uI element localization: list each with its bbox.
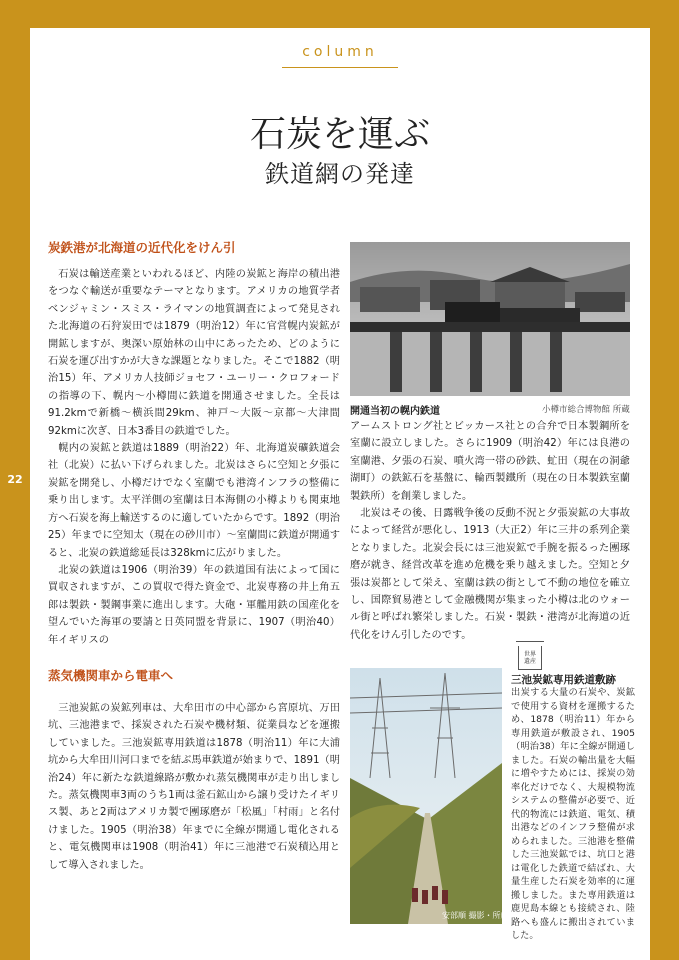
paragraph: 幌内の炭鉱と鉄道は1889（明治22）年、北海道炭礦鉄道会社（北炭）に払い下げられました。北炭はさらに空知と夕張に炭鉱を開発し、小樽だけでなく室蘭でも港湾インフラの整備に乗り出します。太平洋側の室蘭は日本海側の小樽よりも関東地方へ石炭を海上輸送するのに適していたからです。1892（明治25）年までに空知太（現在の砂川市）〜室蘭間に鉄道が開通すると、北炭の鉄道総延長は328kmに広がりました。: [48, 443, 340, 559]
sidebar-title: 三池炭鉱専用鉄道敷跡: [511, 674, 616, 686]
paragraph: 北炭の鉄道は1906（明治39）年の鉄道国有法によって国に買収されますが、この買収で得た資金で、北炭専務の井上角五郎は製鉄・製鋼事業に進出します。大砲・軍艦用鉄の国産化を望んでいた海軍の要請と日英同盟を背景に、1907（明治40）年イギリスの: [48, 564, 340, 646]
photo2-credit: 安部順 撮影・所蔵: [442, 911, 509, 920]
paragraph: 北炭はその後、日露戦争後の反動不況と夕張炭鉱の大事故によって経営が悪化し、1913（大正2）年に三井の系列企業となりました。北炭会長には三池炭鉱で手腕を振るった團琢磨が就き、経営改革を進め危機を乗り越えました。空知と夕張は炭都として栄え、室蘭は鉄の街として不動の地位を確立し、国際貿易港として金融機関が集まった小樽は北のウォール街と呼ばれ繁栄しました。石炭・製鉄・港湾が北海道の近代化をけん引したのです。: [350, 508, 630, 641]
sidebar-body: 出炭する大量の石炭や、炭鉱で使用する資材を運搬するため、1878（明治11）年から専用鉄道が敷設され、1905（明治38）年に全線が開通しました。石炭の輸出量を大幅に増やすためには、採炭の効率化だけでなく、大規模物流システムの整備が必要で、近代的物流には鉄道、電気、積出港などのインフラ整備が求められました。三池港を整備した三池炭鉱では、坑口と港は電化した鉄道で結ばれ、大量生産した石炭を効率的に運搬しました。また専用鉄道は鹿児島本線とも接続され、陸路へも盛んに搬出されていました。: [511, 687, 635, 941]
column-rule: [282, 67, 398, 68]
world-heritage-icon: [518, 646, 542, 670]
heritage-icon-text: 世界: [523, 650, 536, 658]
section1-heading: 炭鉄港が北海道の近代化をけん引: [48, 240, 236, 255]
paragraph: 石炭は輸送産業といわれるほど、内陸の炭鉱と海岸の積出港をつなぐ輸送が重要なテーマとなります。アメリカの地質学者ベンジャミン・スミス・ライマンの地質調査によって発見された北海道の石狩炭田では1879（明治12）年に官営幌内炭鉱が開鉱しますが、奥深い原始林の山中にあったため、どのように石炭を運び出すかが大きな課題となりました。そこで1882（明治15）年、アメリカ人技師ジョセフ・ユーリー・クロフォードの指導の下、幌内〜小樽間に鉄道を開通させました。全長は91.2kmで新橋〜横浜間29km、神戸〜大阪〜京都〜大津間92kmに次ぎ、日本3番目の鉄道でした。: [48, 269, 340, 437]
section1-col1: [48, 266, 340, 649]
photo1-credit: 小樽市総合博物館 所蔵: [542, 405, 630, 415]
column-label: column: [302, 44, 378, 60]
section1-col2: [350, 418, 630, 644]
horonai-railway-photo: [350, 242, 630, 396]
page-number: 22: [0, 466, 30, 492]
miike-railway-photo: [350, 668, 502, 924]
heritage-icon-text: 遺産: [523, 657, 536, 665]
photo1-caption: 開通当初の幌内鉄道: [350, 406, 440, 417]
page: [30, 28, 650, 960]
page-subtitle: 鉄道網の発達: [265, 160, 415, 188]
paragraph: アームストロング社とビッカース社との合弁で日本製鋼所を室蘭に設立しました。さらに1909（明治42）年には良港の室蘭港、夕張の石炭、噴火湾一帯の砂鉄、虻田（現在の洞爺湖町）の鉄鉱石を基盤に、輪西製鐵所（現在の日本製鉄室蘭製鉄所）を創業しました。: [350, 421, 630, 502]
page-title: 石炭を運ぶ: [249, 114, 430, 155]
section2-body: [48, 700, 340, 874]
section2-heading: 蒸気機関車から電車へ: [48, 668, 174, 683]
paragraph: 三池炭鉱の炭鉱列車は、大牟田市の中心部から宮原坑、万田坑、三池港まで、採炭された石炭や機材類、従業員などを運搬していました。三池炭鉱専用鉄道は1878（明治11）年に大浦坑から大牟田川河口までを結ぶ馬車鉄道が始まりで、1891（明治24）年に新たな鉄道線路が敷かれ蒸気機関車が走り出しました。蒸気機関車3両のうち1両は釜石鉱山から譲り受けたイギリス製、あと2両はアメリカ製で團琢磨が「松風」「村雨」と名付けました。1905（明治38）年までに全線が開通し電化されると、電気機関車は1908（明治41）年に三池港で石炭積込用として導入されました。: [48, 703, 340, 871]
